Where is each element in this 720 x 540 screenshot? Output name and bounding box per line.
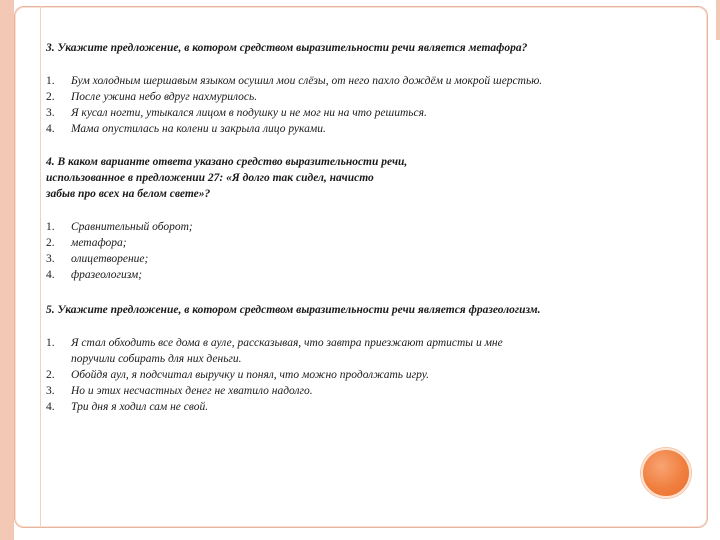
item-number: 4. — [46, 123, 55, 135]
list-item — [46, 73, 696, 89]
item-text: Мама опустилась на колени и закрыла лицо руками. — [71, 123, 326, 135]
item-text: олицетворение; — [71, 253, 149, 265]
item-text: метафора; — [71, 237, 127, 249]
item-text: Обойдя аул, я подсчитал выручку и понял, что можно продолжать игру. — [71, 369, 429, 381]
item-number: 2. — [46, 91, 55, 103]
item-number: 1. — [46, 75, 55, 87]
item-text: Сравнительный оборот; — [71, 221, 193, 233]
item-number: 3. — [46, 253, 55, 265]
slide-content — [46, 40, 696, 415]
question-5-options — [46, 335, 696, 415]
question-3 — [46, 40, 696, 137]
question-3-options — [46, 73, 696, 137]
right-decorative-stripe — [716, 0, 720, 40]
list-item — [46, 383, 696, 399]
item-text: поручили собирать для них деньги. — [71, 353, 242, 365]
item-text: фразеологизм; — [71, 269, 143, 281]
title-line: забыв про всех на белом свете»? — [46, 188, 211, 200]
list-item — [46, 235, 696, 251]
item-number: 3. — [46, 107, 55, 119]
item-number: 2. — [46, 237, 55, 249]
question-5 — [46, 302, 696, 415]
item-number: 4. — [46, 401, 55, 413]
title-line: 4. В каком варианте ответа указано средство выразительности речи, — [46, 156, 408, 168]
item-text: Я стал обходить все дома в ауле, рассказывая, что завтра приезжают артисты и мне — [71, 337, 503, 349]
margin-line — [40, 6, 41, 526]
question-5-title: 5. Укажите предложение, в котором средством выразительности речи является фразеологизм. — [46, 304, 541, 316]
item-number: 3. — [46, 385, 55, 397]
item-text: Бум холодным шершавым языком осушил мои слёзы, от него пахло дождём и мокрой шерстью. — [71, 75, 543, 87]
item-number: 1. — [46, 221, 55, 233]
list-item — [46, 219, 696, 235]
list-item — [46, 267, 696, 283]
question-3-title: 3. Укажите предложение, в котором средством выразительности речи является метафора? — [46, 42, 528, 54]
left-decorative-stripe — [0, 0, 14, 540]
question-4 — [46, 154, 696, 283]
list-item — [46, 89, 696, 105]
list-item — [46, 251, 696, 267]
list-item — [46, 121, 696, 137]
question-4-title — [46, 154, 696, 202]
list-item — [46, 335, 696, 367]
item-number: 1. — [46, 337, 55, 349]
item-text: Три дня я ходил сам не свой. — [71, 401, 209, 413]
item-text: Но и этих несчастных денег не хватило надолго. — [71, 385, 313, 397]
list-item — [46, 105, 696, 121]
question-4-options — [46, 219, 696, 283]
item-text: Я кусал ногти, утыкался лицом в подушку и не мог ни на что решиться. — [71, 107, 427, 119]
decorative-circle — [641, 448, 691, 498]
item-number: 2. — [46, 369, 55, 381]
item-text: После ужина небо вдруг нахмурилось. — [71, 91, 258, 103]
list-item — [46, 399, 696, 415]
item-number: 4. — [46, 269, 55, 281]
title-line: использованное в предложении 27: «Я долго так сидел, начисто — [46, 172, 374, 184]
list-item — [46, 367, 696, 383]
